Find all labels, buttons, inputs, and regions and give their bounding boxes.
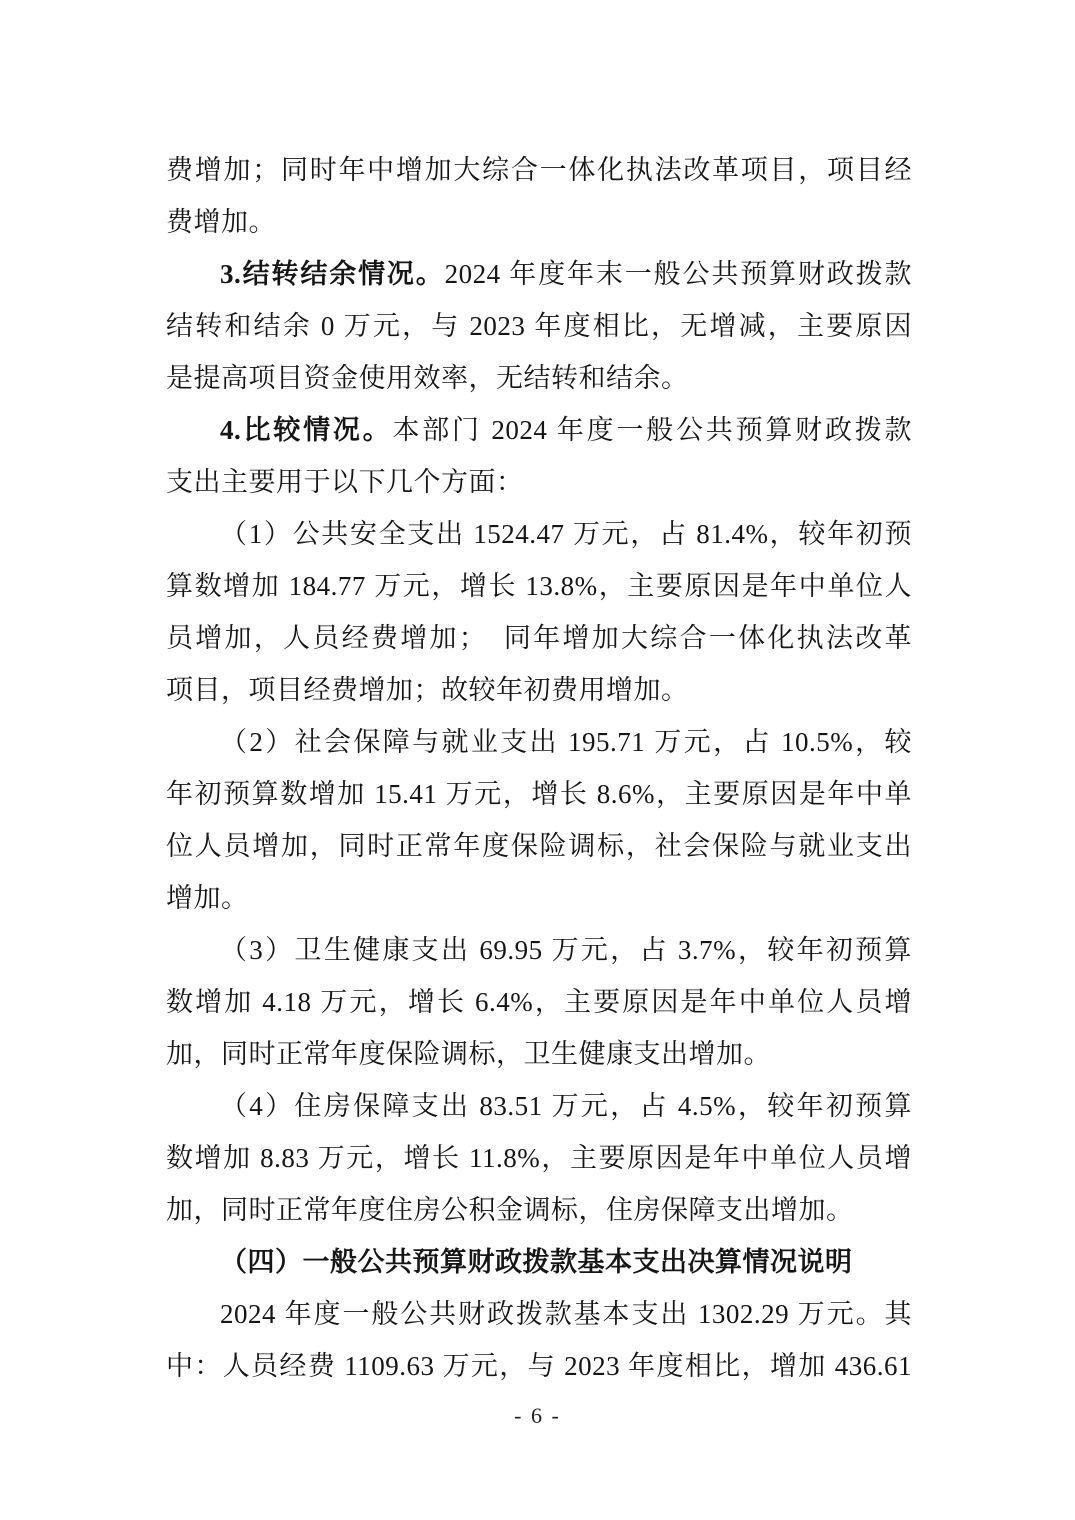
text-line	[166, 300, 912, 352]
text-line	[166, 1080, 912, 1132]
body-text-run: 项目，项目经费增加；故较年初费用增加。	[166, 675, 689, 705]
body-text-run: 费增加。	[166, 207, 276, 237]
body-text-run: 支出主要用于以下几个方面：	[166, 467, 524, 497]
text-line	[166, 560, 912, 612]
text-line	[166, 768, 912, 820]
body-text-run: 2024 年度一般公共财政拨款基本支出 1302.29 万元。其	[220, 1299, 912, 1329]
text-line	[166, 1132, 912, 1184]
text-line	[166, 508, 912, 560]
body-text-run: （1）公共安全支出 1524.47 万元，占 81.4%，较年初预	[220, 519, 912, 549]
body-text-run: 本部门 2024 年度一般公共预算财政拨款	[392, 415, 913, 445]
text-line	[166, 1028, 912, 1080]
text-line	[166, 404, 912, 456]
body-text-run: 员增加，人员经费增加； 同年增加大综合一体化执法改革	[166, 623, 912, 653]
body-text-run: （4）住房保障支出 83.51 万元，占 4.5%，较年初预算	[220, 1091, 912, 1121]
page-number: - 6 -	[514, 1403, 561, 1428]
bold-heading-run: 4.比较情况。	[220, 415, 393, 445]
text-line	[166, 924, 912, 976]
body-text-run: 数增加 4.18 万元，增长 6.4%，主要原因是年中单位人员增	[166, 987, 912, 1017]
text-line	[166, 1236, 912, 1288]
text-line	[166, 456, 912, 508]
text-line	[166, 144, 912, 196]
text-line	[166, 872, 912, 924]
body-text-run: 数增加 8.83 万元，增长 11.8%，主要原因是年中单位人员增	[166, 1143, 912, 1173]
text-line	[166, 976, 912, 1028]
body-text-run: 加，同时正常年度保险调标，卫生健康支出增加。	[166, 1039, 771, 1069]
text-line	[166, 1288, 912, 1340]
document-body	[166, 144, 912, 1392]
body-text-run: 加，同时正常年度住房公积金调标，住房保障支出增加。	[166, 1195, 854, 1225]
bold-heading-run: （四）一般公共预算财政拨款基本支出决算情况说明	[220, 1247, 853, 1277]
text-line	[166, 196, 912, 248]
body-text-run: 结转和结余 0 万元，与 2023 年度相比，无增减，主要原因	[166, 311, 912, 341]
body-text-run: 算数增加 184.77 万元，增长 13.8%，主要原因是年中单位人	[166, 571, 912, 601]
body-text-run: 费增加；同时年中增加大综合一体化执法改革项目，项目经	[166, 155, 912, 185]
text-line	[166, 248, 912, 300]
body-text-run: （2）社会保障与就业支出 195.71 万元，占 10.5%，较	[220, 727, 912, 757]
text-line	[166, 612, 912, 664]
text-line	[166, 352, 912, 404]
body-text-run: 2024 年度年末一般公共预算财政拨款	[444, 259, 913, 289]
text-line	[166, 664, 912, 716]
body-text-run: 是提高项目资金使用效率，无结转和结余。	[166, 363, 689, 393]
body-text-run: 中：人员经费 1109.63 万元，与 2023 年度相比，增加 436.61	[166, 1351, 912, 1381]
body-text-run: 年初预算数增加 15.41 万元，增长 8.6%，主要原因是年中单	[166, 779, 912, 809]
body-text-run: 增加。	[166, 883, 249, 913]
bold-heading-run: 3.结转结余情况。	[220, 259, 445, 289]
text-line	[166, 820, 912, 872]
body-text-run: （3）卫生健康支出 69.95 万元，占 3.7%，较年初预算	[220, 935, 912, 965]
text-line	[166, 716, 912, 768]
text-line	[166, 1184, 912, 1236]
text-line	[166, 1340, 912, 1392]
body-text-run: 位人员增加，同时正常年度保险调标，社会保险与就业支出	[166, 831, 912, 861]
